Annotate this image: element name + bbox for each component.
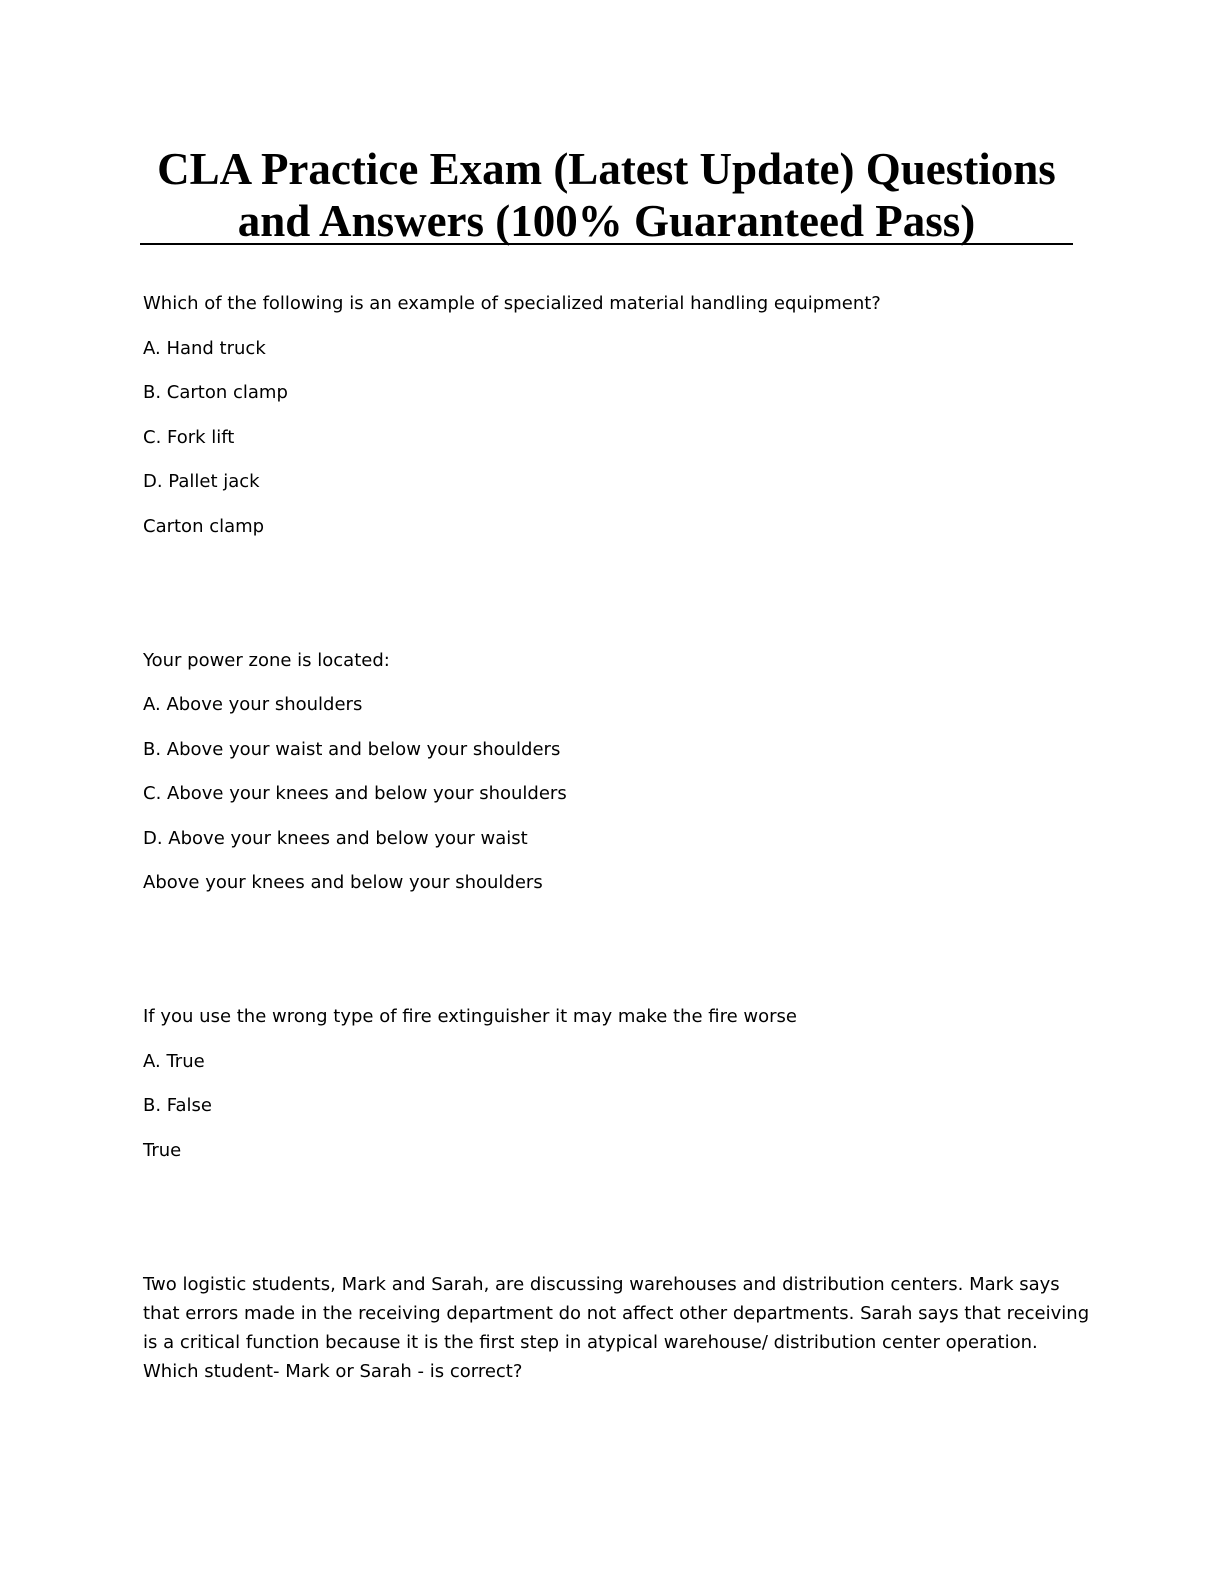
question-2-answer: Above your knees and below your shoulders [143,872,543,893]
question-2-option-a: A. Above your shoulders [143,694,363,715]
question-2-option-d: D. Above your knees and below your waist [143,828,528,849]
question-3-answer: True [143,1140,182,1161]
question-1-answer: Carton clamp [143,516,265,537]
title-line-1: CLA Practice Exam (Latest Update) Questions [157,144,1056,194]
question-4-prompt [143,1270,1090,1386]
question-4-prompt-line-2: that errors made in the receiving department do not affect other departments. Sarah says that receiving [143,1303,1090,1324]
question-4-prompt-line-1: Two logistic students, Mark and Sarah, are discussing warehouses and distribution centers. Mark says [143,1274,1060,1295]
question-4-prompt-line-3: is a critical function because it is the first step in atypical warehouse/ distribution center operation. [143,1332,1038,1353]
question-1-option-c: C. Fork lift [143,427,235,448]
question-2-prompt: Your power zone is located: [143,650,390,671]
title-line-2: and Answers (100% Guaranteed Pass) [237,196,976,246]
question-1-option-a: A. Hand truck [143,338,266,359]
question-3-prompt: If you use the wrong type of fire extinguisher it may make the fire worse [143,1006,797,1027]
question-1-prompt: Which of the following is an example of specialized material handling equipment? [143,293,881,314]
question-4-prompt-line-4: Which student- Mark or Sarah - is correct? [143,1361,523,1382]
page-title [140,143,1073,247]
question-1-option-b: B. Carton clamp [143,382,288,403]
question-2-option-c: C. Above your knees and below your shoulders [143,783,567,804]
question-1-option-d: D. Pallet jack [143,471,260,492]
question-3-option-b: B. False [143,1095,212,1116]
title-underline [140,243,1073,245]
question-3-option-a: A. True [143,1051,205,1072]
question-2-option-b: B. Above your waist and below your shoulders [143,739,561,760]
